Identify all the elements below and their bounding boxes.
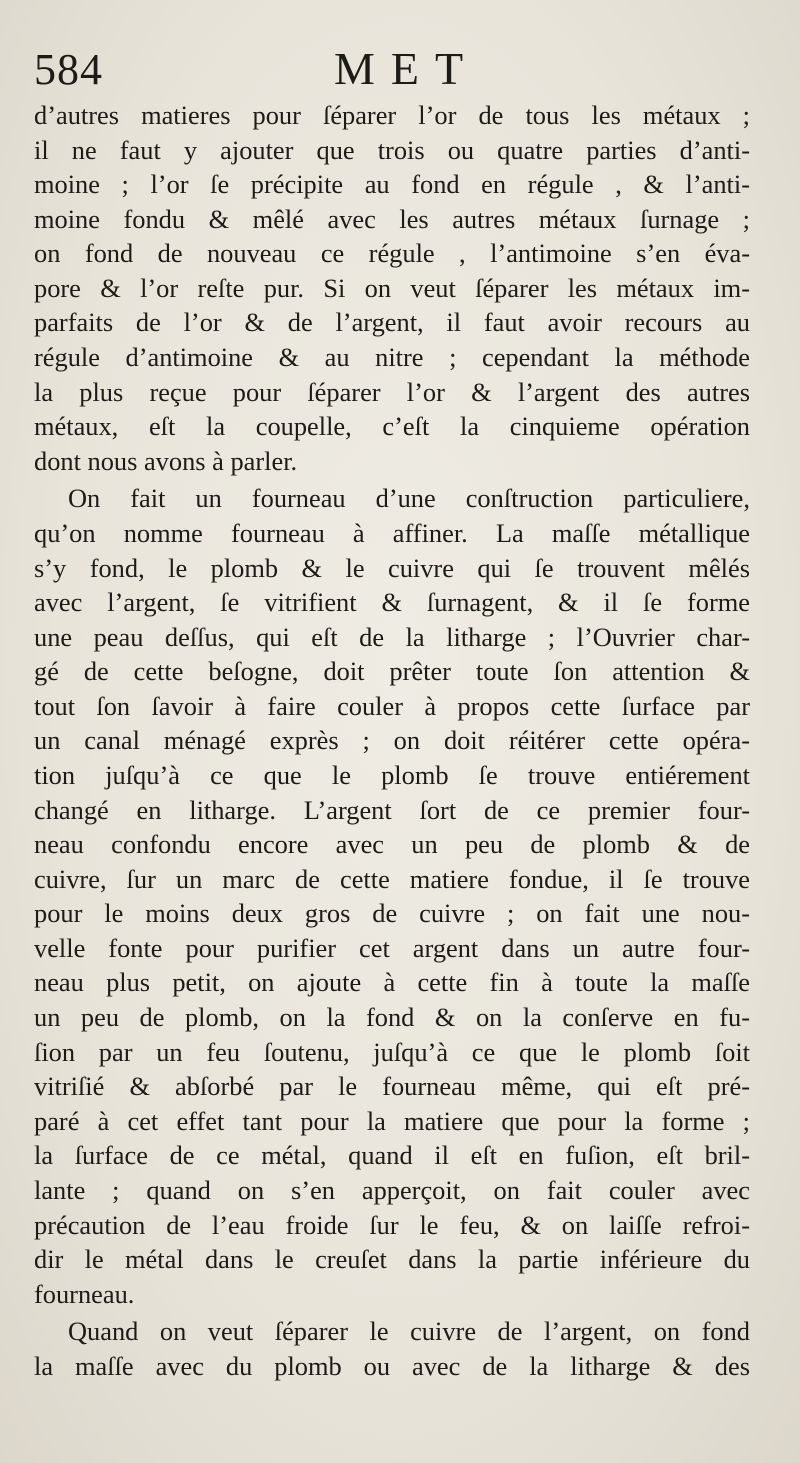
text-line: métaux, eſt la coupelle, c’eſt la cinquieme opération (34, 411, 750, 442)
text-line: tion juſqu’à ce que le plomb ſe trouve entiérement (34, 759, 750, 790)
text-line: Quand on veut ſéparer le cuivre de l’argent, on fond (68, 1316, 750, 1347)
text-line: fourneau. (34, 1278, 135, 1309)
page-number: 584 (34, 45, 103, 94)
text-line: précaution de l’eau froide ſur le feu, & on laiſſe refroi- (34, 1209, 750, 1240)
text-line: la maſſe avec du plomb ou avec de la litharge & des (34, 1350, 750, 1381)
text-line: velle fonte pour purifier cet argent dans un autre four- (34, 932, 750, 963)
text-line: régule d’antimoine & au nitre ; cependant la méthode (34, 342, 750, 373)
text-line: On fait un fourneau d’une conſtruction particuliere, (68, 483, 750, 514)
paragraph (34, 481, 750, 1311)
text-line: moine ; l’or ſe précipite au fond en régule , & l’anti- (34, 169, 750, 200)
text-line: tout ſon ſavoir à faire couler à propos cette ſurface par (34, 690, 750, 721)
text-line: vitriſié & abſorbé par le fourneau même, qui eſt pré- (34, 1071, 750, 1102)
text-line: un peu de plomb, on la fond & on la conſerve en fu- (34, 1002, 750, 1033)
text-line: il ne faut y ajouter que trois ou quatre parties d’anti- (34, 134, 750, 165)
body-text (34, 98, 750, 1383)
text-line: neau confondu encore avec un peu de plomb & de (34, 829, 750, 860)
text-line: dir le métal dans le creuſet dans la partie inférieure du (34, 1244, 750, 1275)
page-header (34, 40, 774, 100)
text-line: on fond de nouveau ce régule , l’antimoine s’en éva- (34, 238, 750, 269)
text-line: avec l’argent, ſe vitrifient & ſurnagent, & il ſe forme (34, 587, 750, 618)
paragraph (34, 1314, 750, 1383)
text-line: un canal ménagé exprès ; on doit réitérer cette opéra- (34, 725, 750, 756)
text-line: ſion par un feu ſoutenu, juſqu’à ce que le plomb ſoit (34, 1036, 750, 1067)
text-line: lante ; quand on s’en apperçoit, on fait couler avec (34, 1174, 750, 1205)
text-line: la ſurface de ce métal, quand il eſt en fuſion, eſt bril- (34, 1140, 750, 1171)
text-line: neau plus petit, on ajoute à cette fin à toute la maſſe (34, 967, 750, 998)
text-line: d’autres matieres pour ſéparer l’or de tous les métaux ; (34, 100, 750, 130)
text-line: une peau deſſus, qui eſt de la litharge ; l’Ouvrier char- (34, 621, 750, 652)
text-line: changé en litharge. L’argent ſort de ce premier four- (34, 794, 750, 825)
text-line: pore & l’or reſte pur. Si on veut ſéparer les métaux im- (34, 272, 750, 303)
text-line: s’y fond, le plomb & le cuivre qui ſe trouvent mêlés (34, 552, 750, 583)
running-head: MET (334, 43, 480, 94)
text-line: parfaits de l’or & de l’argent, il faut avoir recours au (34, 307, 750, 338)
text-line: dont nous avons à parler. (34, 445, 298, 476)
text-line: la plus reçue pour ſéparer l’or & l’argent des autres (34, 376, 750, 407)
text-line: moine fondu & mêlé avec les autres métaux ſurnage ; (34, 203, 750, 234)
text-line: gé de cette beſogne, doit prêter toute ſon attention & (34, 656, 750, 687)
text-line: pour le moins deux gros de cuivre ; on fait une nou- (34, 898, 750, 929)
text-line: cuivre, ſur un marc de cette matiere fondue, il ſe trouve (34, 863, 750, 894)
paragraph (34, 98, 750, 478)
text-line: qu’on nomme fourneau à affiner. La maſſe métallique (34, 517, 750, 548)
text-line: paré à cet effet tant pour la matiere que pour la forme ; (34, 1105, 750, 1136)
